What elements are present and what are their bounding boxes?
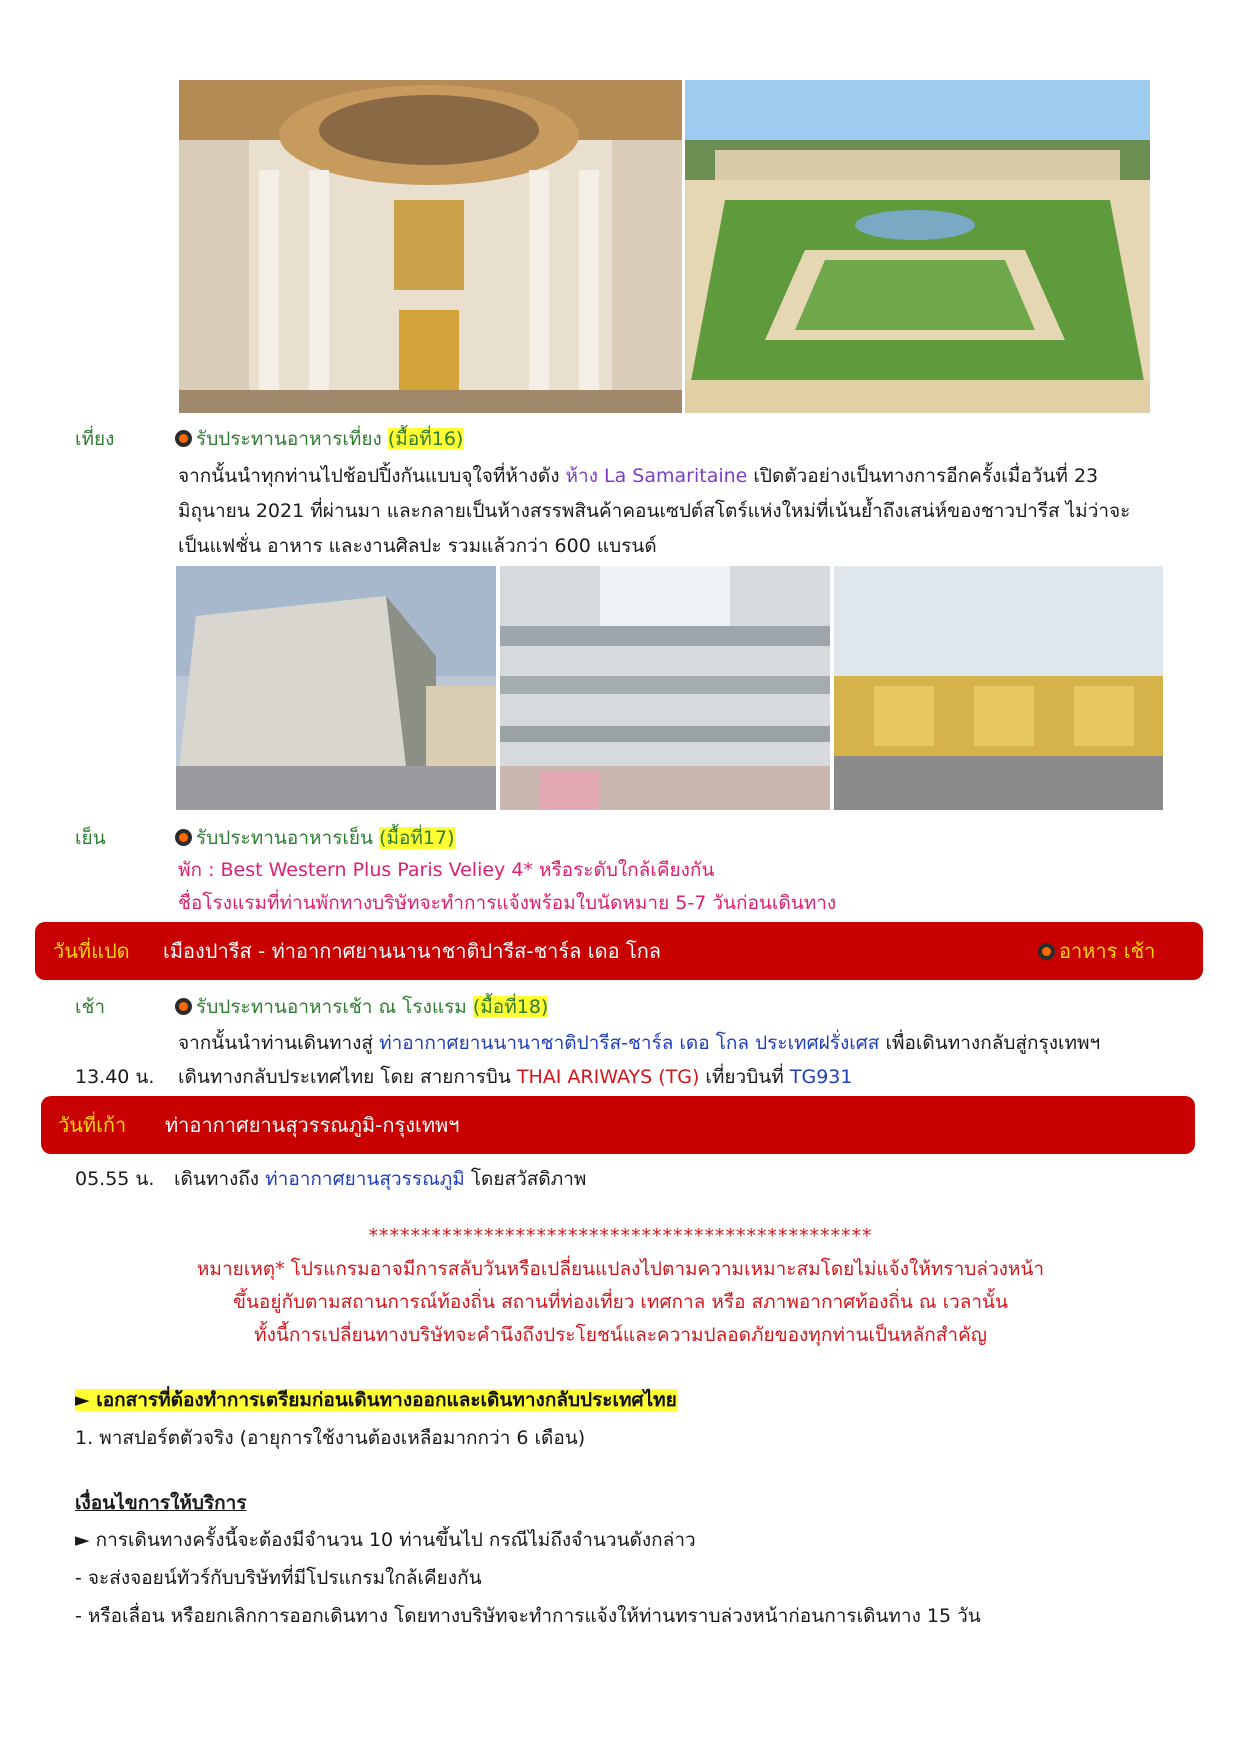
documents-item1: 1. พาสปอร์ตตัวจริง (อายุการใช้งานต้องเหลือมากกว่า 6 เดือน)	[75, 1427, 586, 1449]
breakfast-meal-number: (มื้อที่18)	[472, 996, 549, 1018]
hotel-line: พัก : Best Western Plus Paris Veliey 4* หรือระดับใกล้เคียงกัน	[178, 859, 715, 881]
breakfast-desc: จากนั้นนำท่านเดินทางสู่ ท่าอากาศยานนานาชาติปารีส-ชาร์ล เดอ โกล ประเทศฝรั่งเศส เพื่อเดินทางกลับสู่กรุงเทพฯ	[178, 1032, 1101, 1054]
meal-plate-icon	[175, 430, 192, 447]
conditions-title-line	[75, 1489, 247, 1517]
photo-samaritaine-atrium	[500, 566, 830, 810]
notes-block	[0, 1220, 1241, 1352]
notes-line1: หมายเหตุ* โปรแกรมอาจมีการสลับวันหรือเปลี่ยนแปลงไปตามความเหมาะสมโดยไม่แจ้งให้ทราบล่วงหน้า	[196, 1258, 1045, 1280]
flight-number: TG931	[789, 1066, 853, 1088]
dinner-time-label: เย็น	[75, 827, 106, 849]
day8-meals: อาหาร เช้า	[1038, 922, 1155, 980]
documents-title: ► เอกสารที่ต้องทำการเตรียมก่อนเดินทางออกและเดินทางกลับประเทศไทย	[75, 1389, 677, 1411]
conditions-line2: - จะส่งจอยน์ทัวร์กับบริษัทที่มีโปรแกรมใกล้เคียงกัน	[75, 1567, 482, 1589]
day9-title: ท่าอากาศยานสุวรรณภูมิ-กรุงเทพฯ	[165, 1113, 460, 1137]
breakfast-time-label: เช้า	[75, 996, 106, 1018]
arrival-desc: เดินทางถึง ท่าอากาศยานสุวรรณภูมิ โดยสวัสดิภาพ	[174, 1168, 587, 1190]
photo-samaritaine-exterior	[176, 566, 496, 810]
notes-line3: ทั้งนี้การเปลี่ยนทางบริษัทจะคำนึงถึงประโยชน์และความปลอดภัยของทุกท่านเป็นหลักสำคัญ	[254, 1324, 987, 1346]
documents-title-line	[75, 1386, 677, 1414]
meal-plate-icon	[1038, 943, 1055, 960]
conditions-title: เงื่อนไขการให้บริการ	[75, 1492, 247, 1514]
dinner-meal-line	[175, 824, 455, 852]
day9-bar	[41, 1096, 1195, 1154]
notes-stars: ************************************************	[368, 1225, 873, 1247]
la-samaritaine-link: ห้าง La Samaritaine	[565, 465, 748, 487]
lunch-desc-line2: มิถุนายน 2021 ที่ผ่านมา และกลายเป็นห้างสรรพสินค้าคอนเซปต์สโตร์แห่งใหม่ที่เน้นย้ำถึงเสน่ห์ของชาวปารีส ไม่ว่าจะ	[178, 500, 1131, 522]
day9-label: วันที่เก้า	[58, 1113, 127, 1137]
dinner-meal-text: รับประทานอาหารเย็น	[196, 827, 374, 849]
suvarnabhumi-link: ท่าอากาศยานสุวรรณภูมิ	[265, 1168, 465, 1190]
flight-desc: เดินทางกลับประเทศไทย โดย สายการบิน THAI ARIWAYS (TG) เที่ยวบินที่ TG931	[178, 1066, 853, 1088]
conditions-line1: ► การเดินทางครั้งนี้จะต้องมีจำนวน 10 ท่านขึ้นไป กรณีไม่ถึงจำนวนดังกล่าว	[75, 1529, 696, 1551]
lunch-meal-number: (มื้อที่16)	[387, 428, 464, 450]
notes-line2: ขึ้นอยู่กับตามสถานการณ์ท้องถิ่น สถานที่ท่องเที่ยว เทศกาล หรือ สภาพอากาศท้องถิ่น ณ เวลานั้น	[232, 1291, 1009, 1313]
conditions-line3: - หรือเลื่อน หรือยกเลิกการออกเดินทาง โดยทางบริษัทจะทำการแจ้งให้ท่านทราบล่วงหน้าก่อนการเดินทาง 15 วัน	[75, 1605, 981, 1627]
lunch-meal-text: รับประทานอาหารเที่ยง	[196, 428, 382, 450]
meal-plate-icon	[175, 829, 192, 846]
breakfast-meal-line	[175, 993, 548, 1021]
day8-label: วันที่แปด	[53, 939, 130, 963]
day8-bar	[35, 922, 1203, 980]
cdg-airport-link: ท่าอากาศยานนานาชาติปารีส-ชาร์ล เดอ โกล ประเทศฝรั่งเศส	[379, 1032, 880, 1054]
hotel-note: ชื่อโรงแรมที่ท่านพักทางบริษัทจะทำการแจ้งพร้อมใบนัดหมาย 5-7 วันก่อนเดินทาง	[178, 892, 837, 914]
lunch-desc-line3: เป็นแฟชั่น อาหาร และงานศิลปะ รวมแล้วกว่า 600 แบรนด์	[178, 535, 657, 557]
lunch-desc-line1: จากนั้นนำทุกท่านไปช้อปปิ้งกันแบบจุใจที่ห้างดัง ห้าง La Samaritaine เปิดตัวอย่างเป็นทางการอีกครั้งเมื่อวันที่ 23	[178, 465, 1099, 487]
meal-plate-icon	[175, 998, 192, 1015]
day8-title: เมืองปารีส - ท่าอากาศยานนานาชาติปารีส-ชาร์ล เดอ โกล	[163, 939, 662, 963]
photo-versailles-garden	[685, 80, 1150, 413]
dinner-meal-number: (มื้อที่17)	[379, 827, 455, 849]
airline-name: THAI ARIWAYS (TG)	[516, 1066, 700, 1088]
lunch-meal-line	[175, 425, 463, 453]
photo-samaritaine-glass-roof	[834, 566, 1163, 810]
flight-time: 13.40 น.	[75, 1066, 155, 1088]
breakfast-meal-text: รับประทานอาหารเช้า ณ โรงแรม	[196, 996, 467, 1018]
arrival-time: 05.55 น.	[75, 1168, 155, 1190]
photo-versailles-chapel	[179, 80, 682, 413]
lunch-time-label: เที่ยง	[75, 428, 115, 450]
